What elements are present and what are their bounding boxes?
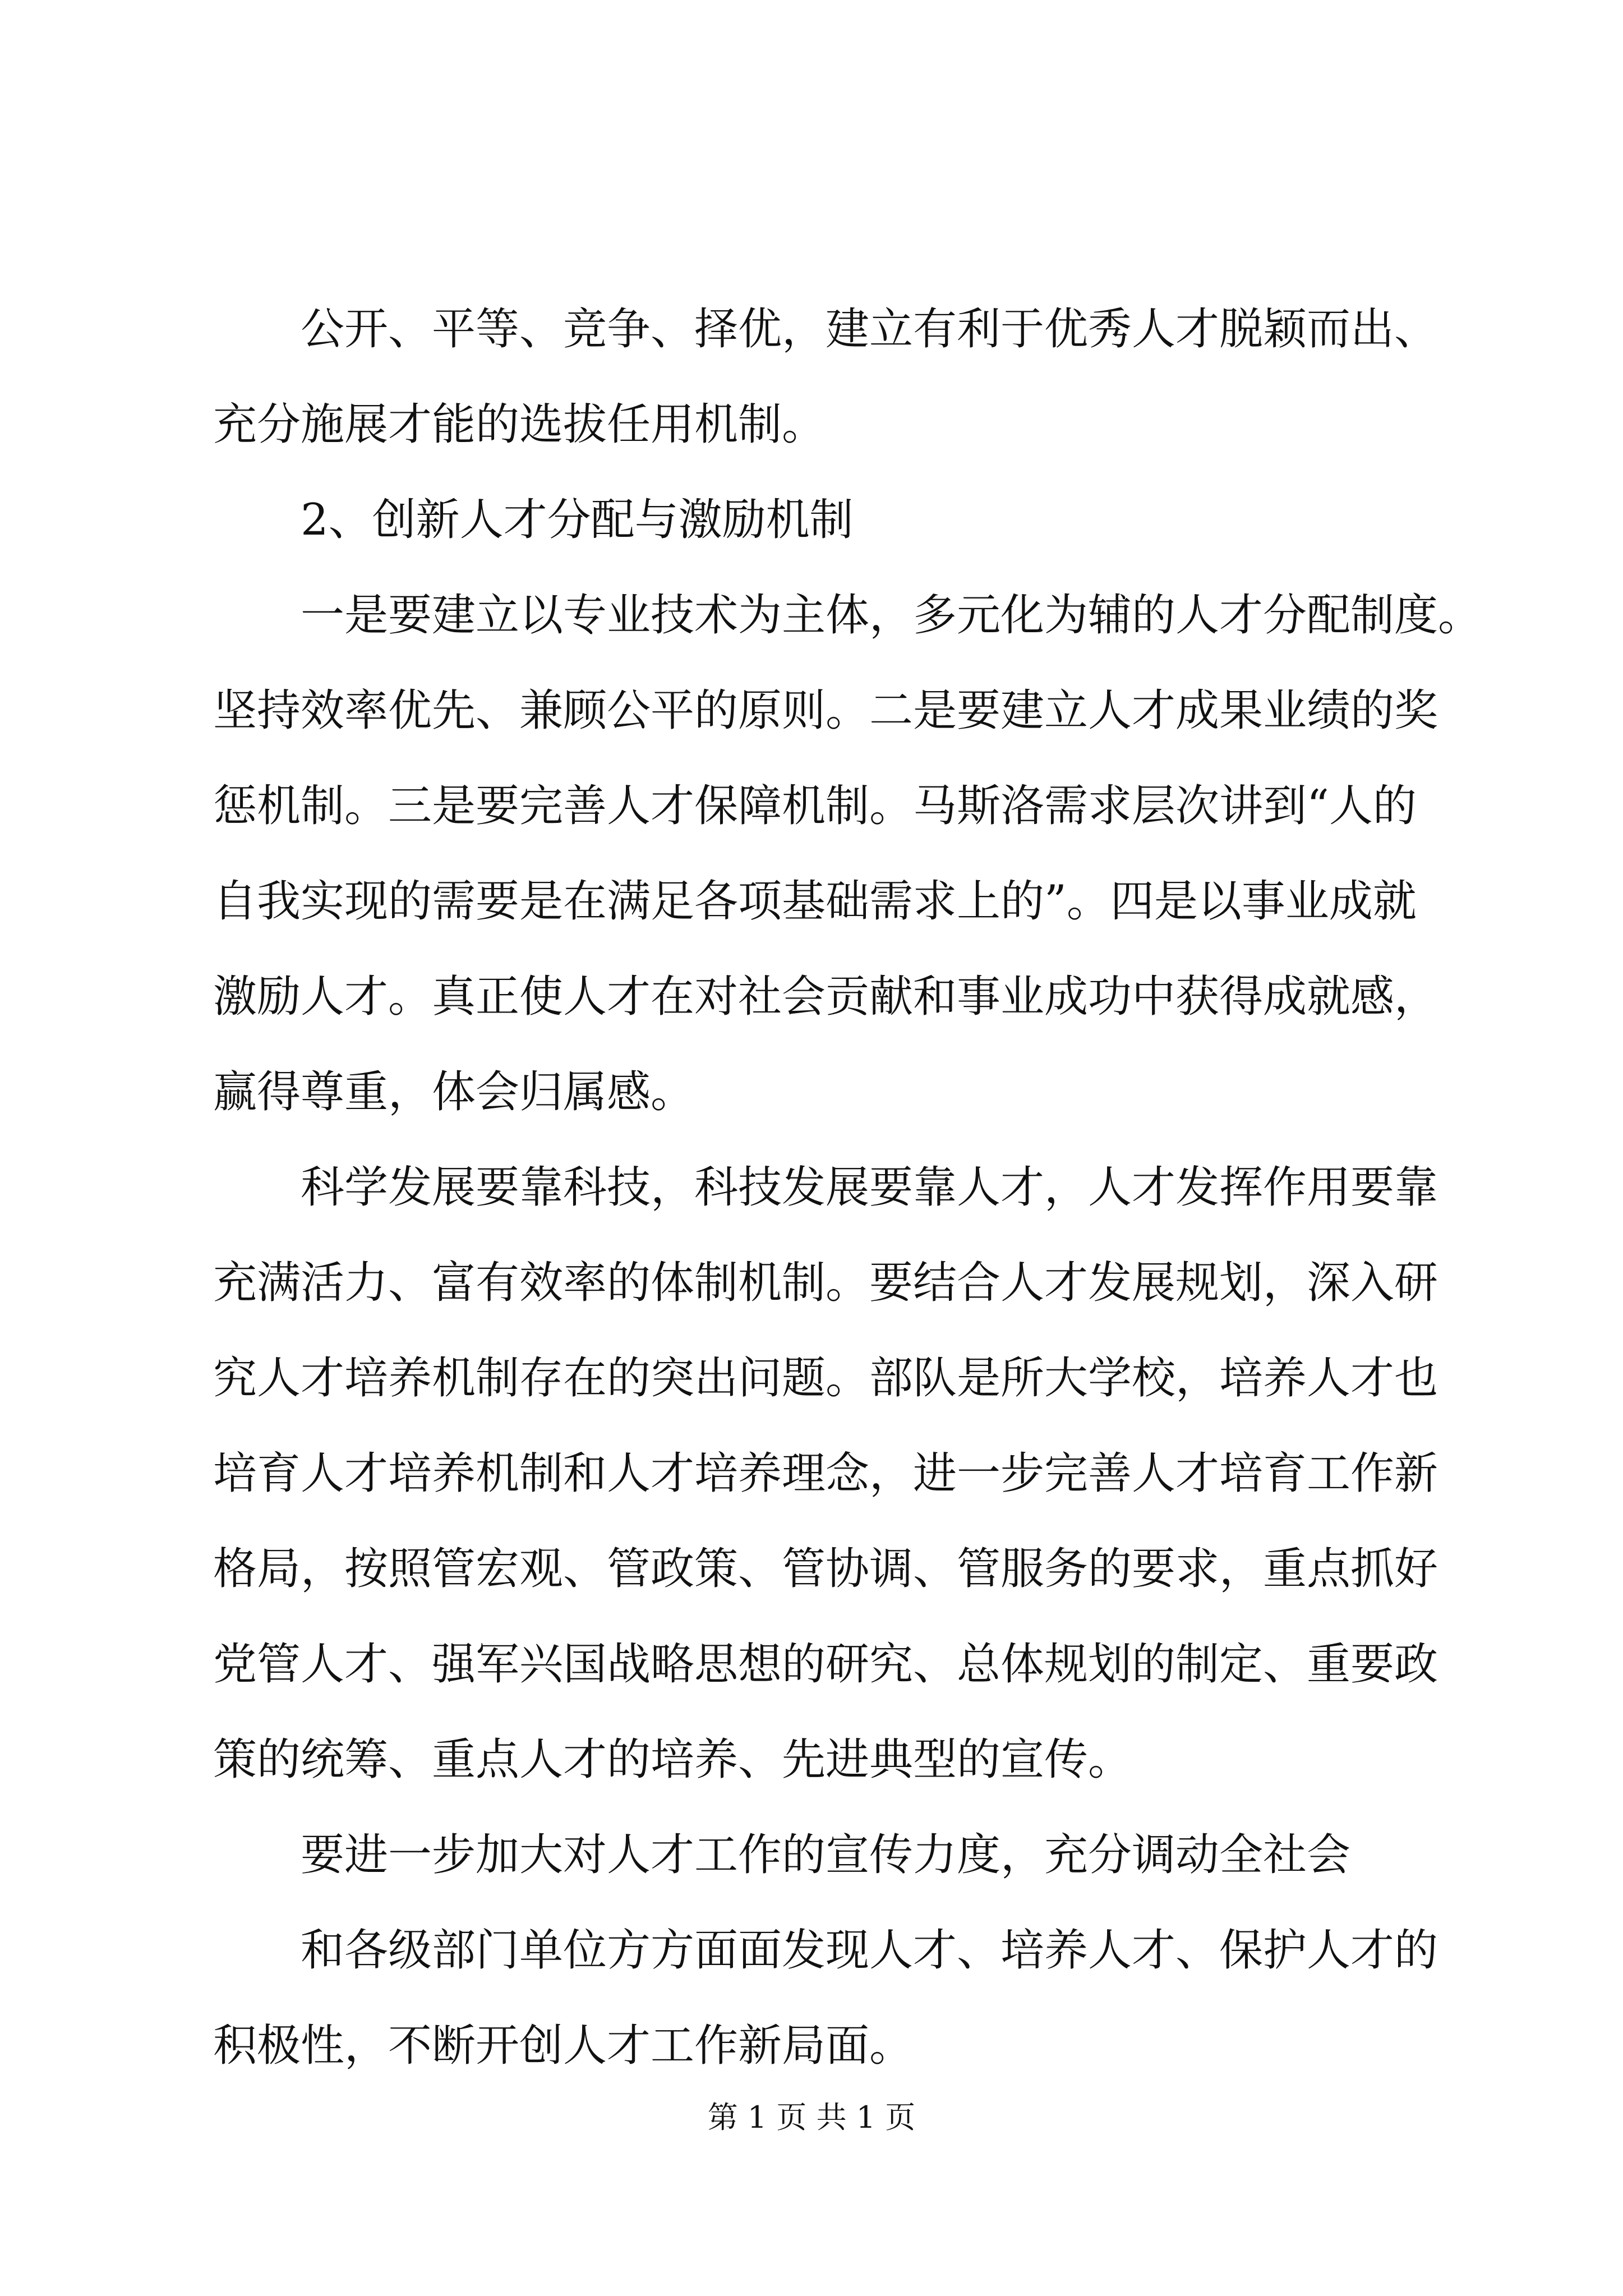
body-line: 自我实现的需要是在满足各项基础需求上的”。四是以事业成就 <box>213 876 1417 927</box>
body-line: 充满活力、富有效率的体制机制。要结合人才发展规划，深入研 <box>213 1258 1438 1308</box>
body-line: 科学发展要靠科技，科技发展要靠人才，人才发挥作用要靠 <box>301 1162 1438 1213</box>
body-line: 赢得尊重，体会归属感。 <box>213 1067 695 1117</box>
body-line: 2、创新人才分配与激励机制 <box>301 495 854 545</box>
body-line: 究人才培养机制存在的突出问题。部队是所大学校，培养人才也 <box>213 1353 1438 1404</box>
body-line: 坚持效率优先、兼顾公平的原则。二是要建立人才成果业绩的奖 <box>213 685 1438 736</box>
body-line: 策的统筹、重点人才的培养、先进典型的宣传。 <box>213 1734 1132 1785</box>
body-line: 和各级部门单位方方面面发现人才、培养人才、保护人才的 <box>301 1925 1438 1976</box>
body-line: 积极性，不断开创人才工作新局面。 <box>213 2021 914 2071</box>
body-line: 惩机制。三是要完善人才保障机制。马斯洛需求层次讲到“人的 <box>213 781 1417 831</box>
body-line: 充分施展才能的选拔任用机制。 <box>213 399 826 450</box>
document-body <box>213 297 1482 2109</box>
body-line: 格局，按照管宏观、管政策、管协调、管服务的要求，重点抓好 <box>213 1544 1438 1594</box>
body-line: 培育人才培养机制和人才培养理念，进一步完善人才培育工作新 <box>213 1448 1438 1499</box>
page-number-footer: 第 1 页 共 1 页 <box>707 2100 916 2135</box>
body-line: 要进一步加大对人才工作的宣传力度，充分调动全社会 <box>301 1830 1351 1880</box>
body-line: 激励人才。真正使人才在对社会贡献和事业成功中获得成就感， <box>213 972 1438 1022</box>
body-line: 公开、平等、竞争、择优，建立有利于优秀人才脱颖而出、 <box>301 304 1438 355</box>
body-line: 党管人才、强军兴国战略思想的研究、总体规划的制定、重要政 <box>213 1639 1438 1690</box>
body-line: 一是要建立以专业技术为主体，多元化为辅的人才分配制度。 <box>301 590 1482 641</box>
